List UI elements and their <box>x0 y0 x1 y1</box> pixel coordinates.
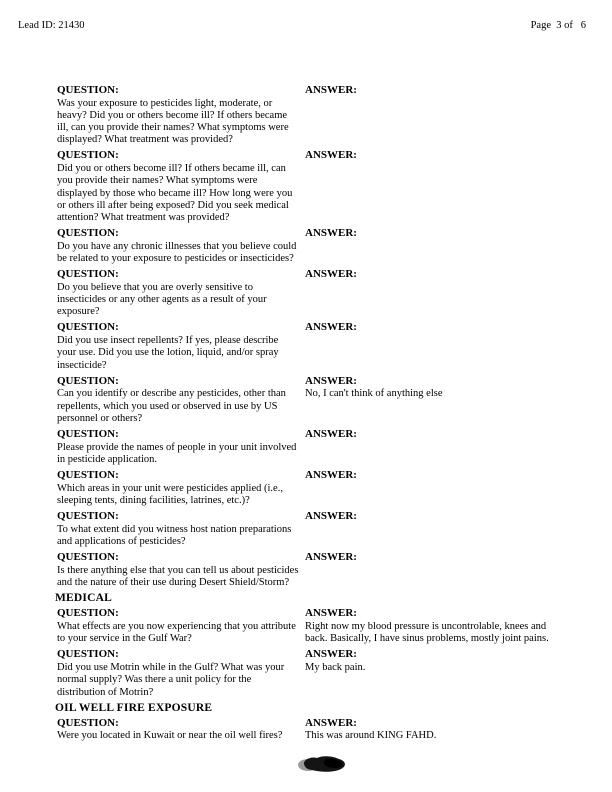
qa-row <box>57 607 561 645</box>
section-header: MEDICAL <box>55 592 112 605</box>
question-label: QUESTION: <box>57 84 119 96</box>
question-text: Was your exposure to pesticides light, moderate, or heavy? Did you or others become ill? If others became ill, can you provide their names? What symptoms were displayed? What treatment was provided? <box>57 97 289 146</box>
answer-label: ANSWER: <box>305 149 357 162</box>
question-label: QUESTION: <box>57 427 119 440</box>
qa-row <box>57 428 561 466</box>
qa-list <box>57 84 561 746</box>
question-cell <box>57 428 305 466</box>
question-text: Can you identify or describe any pesticides, other than repellents, which you used or observed in use by US personnel or others? <box>57 388 286 424</box>
question-label: QUESTION: <box>57 648 119 661</box>
question-cell <box>57 268 305 318</box>
qa-row <box>57 510 561 548</box>
qa-row <box>57 375 561 425</box>
answer-cell <box>305 268 561 318</box>
lead-id-label: Lead ID: 21430 <box>18 20 85 31</box>
answer-text: Right now my blood pressure is uncontrolable, knees and back. Basically, I have sinus problems, mostly joint pains. <box>305 621 549 645</box>
question-cell <box>57 321 305 371</box>
question-cell <box>57 375 305 425</box>
question-cell <box>57 717 305 743</box>
question-label: QUESTION: <box>57 551 119 564</box>
answer-cell <box>305 84 561 146</box>
question-cell <box>57 149 305 224</box>
answer-cell <box>305 321 561 371</box>
question-label: QUESTION: <box>57 510 119 523</box>
question-label: QUESTION: <box>57 607 119 620</box>
qa-row <box>57 469 561 507</box>
answer-label: ANSWER: <box>305 427 357 440</box>
answer-label: ANSWER: <box>305 374 357 387</box>
question-text: Do you believe that you are overly sensitive to insecticides or any other agents as a result of your exposure? <box>57 281 267 318</box>
answer-label: ANSWER: <box>305 510 357 523</box>
question-cell <box>57 551 305 589</box>
question-cell <box>57 227 305 265</box>
qa-row <box>57 321 561 371</box>
question-text: Did you or others become ill? If others became ill, can you provide their names? What symptoms were displayed by those who became ill? How long were you or others ill after being exposed? Did you seek medical attention? What treatment was provided? <box>57 163 293 223</box>
question-cell <box>57 510 305 548</box>
question-label: QUESTION: <box>57 227 119 240</box>
answer-cell <box>305 375 561 425</box>
qa-row <box>57 149 561 224</box>
page-number-label: Page 3 of 6 <box>530 20 586 31</box>
question-text: Do you have any chronic illnesses that you believe could be related to your exposure to pesticides or insecticides? <box>57 240 297 264</box>
answer-text: This was around KING FAHD. <box>305 730 437 742</box>
question-text: Please provide the names of people in your unit involved in pesticide application. <box>57 441 297 465</box>
question-text: What effects are you now experiencing that you attribute to your service in the Gulf War? <box>57 621 296 645</box>
answer-label: ANSWER: <box>305 648 357 661</box>
answer-cell <box>305 227 561 265</box>
answer-label: ANSWER: <box>305 321 357 334</box>
answer-label: ANSWER: <box>305 227 357 240</box>
answer-cell <box>305 648 561 698</box>
question-label: QUESTION: <box>57 469 119 482</box>
answer-label: ANSWER: <box>305 551 357 564</box>
qa-row <box>57 84 561 146</box>
answer-cell <box>305 510 561 548</box>
question-text: Were you located in Kuwait or near the oil well fires? <box>57 730 283 742</box>
question-text: To what extent did you witness host nation preparations and applications of pesticides? <box>57 523 292 548</box>
answer-label: ANSWER: <box>305 716 357 729</box>
qa-row <box>57 551 561 589</box>
answer-label: ANSWER: <box>305 469 357 482</box>
answer-label: ANSWER: <box>305 268 357 281</box>
answer-cell <box>305 607 561 645</box>
qa-row <box>57 227 561 265</box>
question-text: Is there anything else that you can tell us about pesticides and the nature of their use during Desert Shield/Storm? <box>57 564 299 589</box>
answer-cell <box>305 469 561 507</box>
answer-label: ANSWER: <box>305 84 357 96</box>
question-cell <box>57 469 305 507</box>
question-text: Did you use Motrin while in the Gulf? What was your normal supply? Was there a unit policy for the distribution of Motrin? <box>57 662 285 698</box>
answer-text: No, I can't think of anything else <box>305 388 443 400</box>
question-text: Which areas in your unit were pesticides applied (i.e., sleeping tents, dining facilities, latrines, etc.)? <box>57 482 283 506</box>
question-label: QUESTION: <box>57 321 119 334</box>
answer-text: My back pain. <box>305 662 366 674</box>
question-label: QUESTION: <box>57 716 119 729</box>
qa-row <box>57 717 561 743</box>
question-text: Did you use insect repellents? If yes, please describe your use. Did you use the lotion, liquid, and/or spray insecticide? <box>57 335 279 371</box>
question-cell <box>57 607 305 645</box>
answer-label: ANSWER: <box>305 607 357 620</box>
question-cell <box>57 84 305 146</box>
answer-cell <box>305 551 561 589</box>
question-label: QUESTION: <box>57 268 119 281</box>
section-header: OIL WELL FIRE EXPOSURE <box>55 701 213 714</box>
question-label: QUESTION: <box>57 149 119 162</box>
answer-cell <box>305 428 561 466</box>
question-label: QUESTION: <box>57 374 119 387</box>
page-header <box>18 20 586 31</box>
answer-cell <box>305 717 561 743</box>
answer-cell <box>305 149 561 224</box>
question-cell <box>57 648 305 698</box>
ink-smudge-artifact <box>296 753 348 775</box>
qa-row <box>57 268 561 318</box>
qa-row <box>57 648 561 698</box>
